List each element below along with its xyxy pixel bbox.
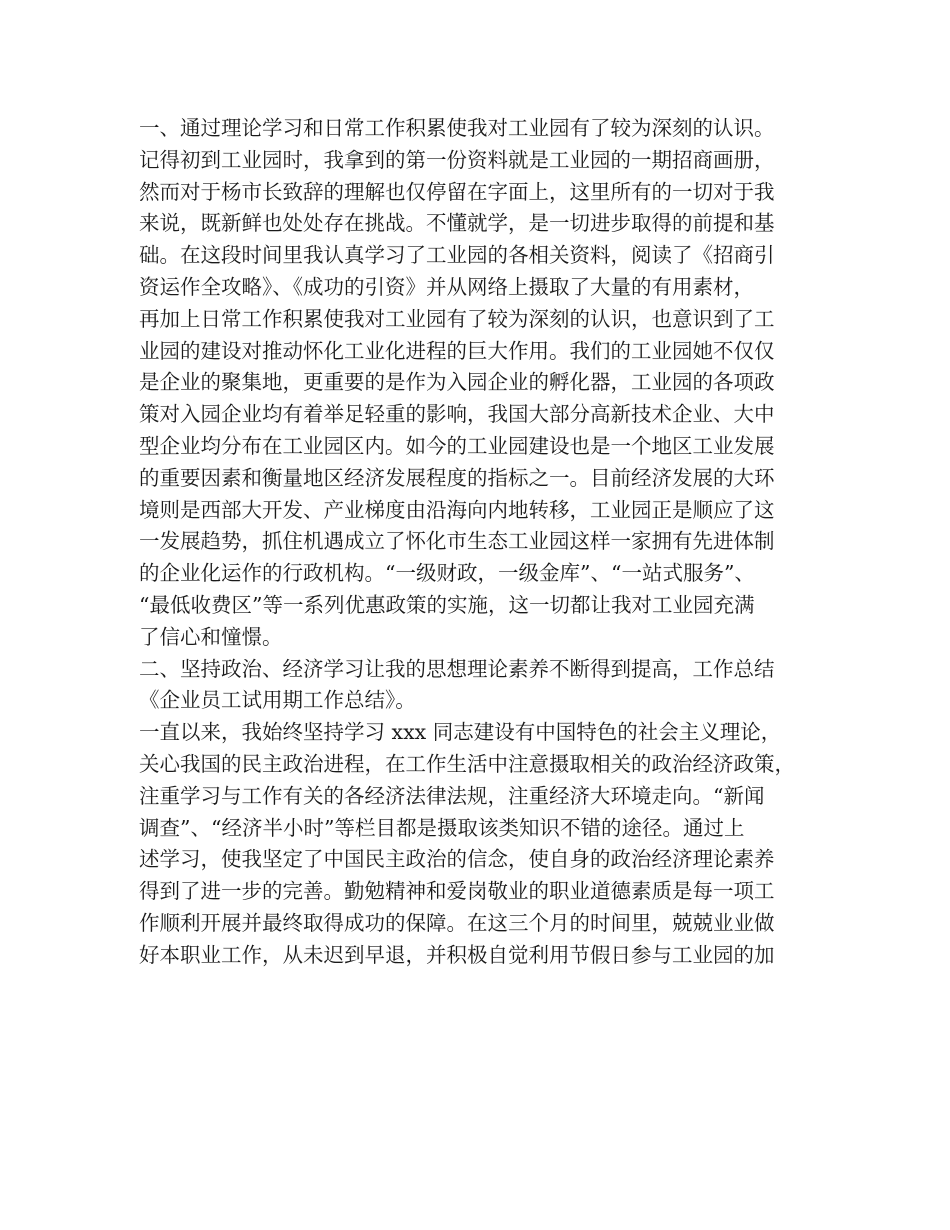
text-line: 的企业化运作的行政机构。“一级财政，一级金库”、“一站式服务”、 [139,561,755,586]
text-line: 来说，既新鲜也处处存在挑战。不懂就学，是一切进步取得的前提和基 [139,211,775,236]
text-line: “最低收费区”等一系列优惠政策的实施，这一切都让我对工业园充满 [139,592,755,617]
text-line: 述学习，使我坚定了中国民主政治的信念，使自身的政治经济理论素养 [139,847,775,872]
text-line: 境则是西部大开发、产业梯度由沿海向内地转移，工业园正是顺应了这 [139,497,775,522]
text-line: 一、通过理论学习和日常工作积累使我对工业园有了较为深刻的认识。 [139,116,775,140]
text-line: 二、坚持政治、经济学习让我的思想理论素养不断得到提高，工作总结 [139,656,775,681]
text-line: 是企业的聚集地，更重要的是作为入园企业的孵化器，工业园的各项政 [139,370,775,395]
text-line: 《企业员工试用期工作总结》。 [139,688,416,713]
document-body [139,113,829,972]
text-line: 作顺利开展并最终取得成功的保障。在这三个月的时间里，兢兢业业做 [139,910,775,935]
text-line: 好本职业工作，从未迟到早退，并积极自觉利用节假日参与工业园的加 [139,942,775,967]
text-line: 再加上日常工作积累使我对工业园有了较为深刻的认识，也意识到了工 [139,306,775,331]
text-line: 记得初到工业园时，我拿到的第一份资料就是工业园的一期招商画册， [139,147,775,172]
text-line: 关心我国的民主政治进程，在工作生活中注意摄取相关的政治经济政策， [139,751,795,776]
text-line: 础。在这段时间里我认真学习了工业园的各相关资料，阅读了《招商引 [139,243,775,268]
text-line: 型企业均分布在工业园区内。如今的工业园建设也是一个地区工业发展 [139,433,775,458]
text-line: 得到了进一步的完善。勤勉精神和爱岗敬业的职业道德素质是每一项工 [139,879,775,904]
text-line: 一直以来，我始终坚持学习 xxx 同志建设有中国特色的社会主义理论， [139,720,782,745]
text-line: 的重要因素和衡量地区经济发展程度的指标之一。目前经济发展的大环 [139,465,775,490]
text-line: 然而对于杨市长致辞的理解也仅停留在字面上，这里所有的一切对于我 [139,179,775,204]
text-line: 了信心和憧憬。 [139,624,283,649]
text-line: 注重学习与工作有关的各经济法律法规，注重经济大环境走向。“新闻 [139,783,765,808]
text-line: 策对入园企业均有着举足轻重的影响，我国大部分高新技术企业、大中 [139,402,775,427]
text-line: 业园的建设对推动怀化工业化进程的巨大作用。我们的工业园她不仅仅 [139,338,775,363]
text-line: 一发展趋势，抓住机遇成立了怀化市生态工业园这样一家拥有先进体制 [139,529,775,554]
text-line: 调查”、“经济半小时”等栏目都是摄取该类知识不错的途径。通过上 [139,815,745,840]
text-line: 资运作全攻略》、《成功的引资》并从网络上摄取了大量的有用素材， [139,274,754,299]
